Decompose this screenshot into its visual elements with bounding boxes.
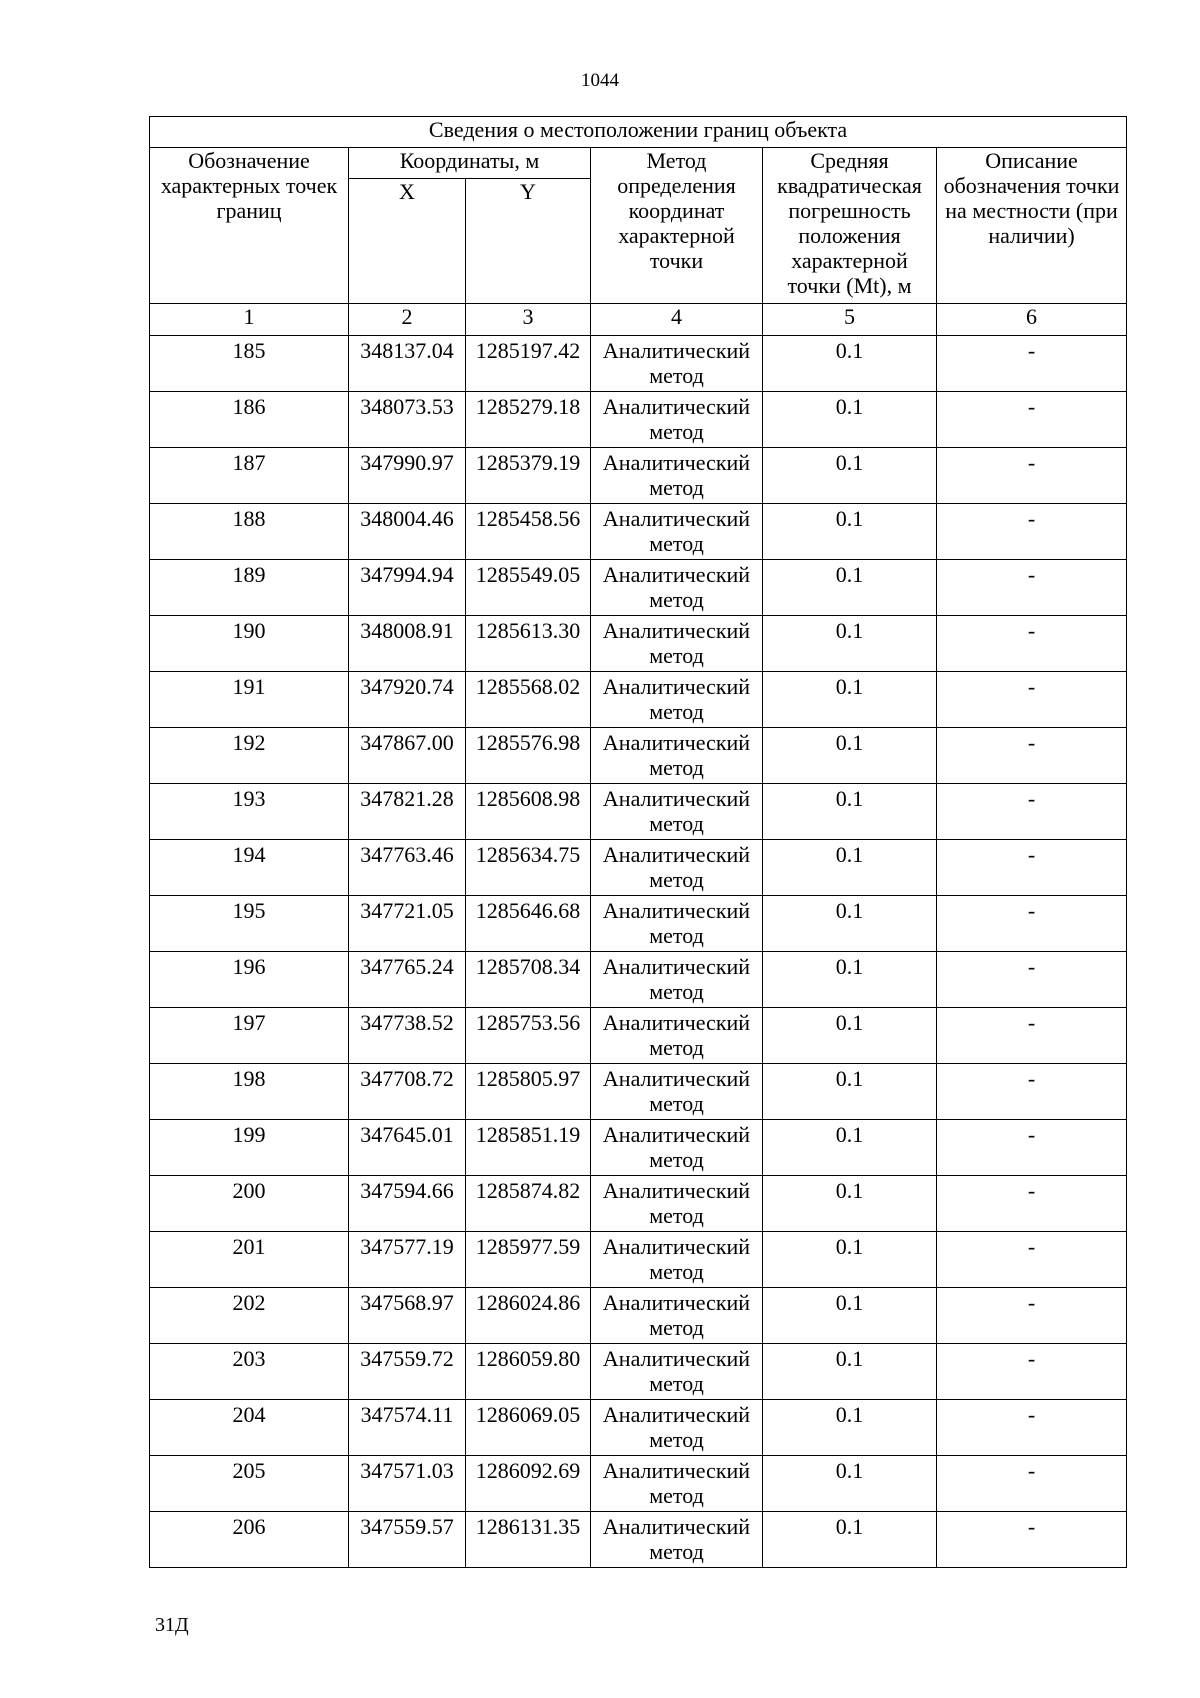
cell-description: - xyxy=(937,392,1127,448)
table-row xyxy=(150,896,1127,952)
cell-method: Аналитический метод xyxy=(591,1176,763,1232)
cell-point: 192 xyxy=(150,728,349,784)
table-row xyxy=(150,728,1127,784)
cell-method: Аналитический метод xyxy=(591,1008,763,1064)
cell-description: - xyxy=(937,784,1127,840)
cell-error: 0.1 xyxy=(763,1344,937,1400)
cell-y: 1286059.80 xyxy=(466,1344,591,1400)
cell-y: 1285977.59 xyxy=(466,1232,591,1288)
cell-description: - xyxy=(937,840,1127,896)
cell-point: 186 xyxy=(150,392,349,448)
cell-x: 347568.97 xyxy=(349,1288,466,1344)
cell-description: - xyxy=(937,1232,1127,1288)
cell-method: Аналитический метод xyxy=(591,672,763,728)
column-number: 1 xyxy=(150,304,349,336)
cell-error: 0.1 xyxy=(763,896,937,952)
table-row xyxy=(150,1456,1127,1512)
cell-x: 347721.05 xyxy=(349,896,466,952)
cell-point: 189 xyxy=(150,560,349,616)
cell-x: 347574.11 xyxy=(349,1400,466,1456)
cell-method: Аналитический метод xyxy=(591,896,763,952)
header-coords: Координаты, м xyxy=(349,148,591,179)
cell-error: 0.1 xyxy=(763,952,937,1008)
cell-x: 347738.52 xyxy=(349,1008,466,1064)
table-row xyxy=(150,504,1127,560)
cell-x: 347920.74 xyxy=(349,672,466,728)
table-row xyxy=(150,1064,1127,1120)
table-row xyxy=(150,1120,1127,1176)
cell-description: - xyxy=(937,504,1127,560)
cell-method: Аналитический метод xyxy=(591,784,763,840)
table-row xyxy=(150,952,1127,1008)
page-number: 1044 xyxy=(581,70,619,91)
cell-error: 0.1 xyxy=(763,784,937,840)
header-x: X xyxy=(349,179,466,304)
cell-x: 347571.03 xyxy=(349,1456,466,1512)
cell-y: 1285568.02 xyxy=(466,672,591,728)
cell-x: 347990.97 xyxy=(349,448,466,504)
table-row xyxy=(150,616,1127,672)
cell-y: 1286131.35 xyxy=(466,1512,591,1568)
cell-x: 347559.57 xyxy=(349,1512,466,1568)
footer-code: 31Д xyxy=(155,1614,189,1636)
cell-description: - xyxy=(937,1120,1127,1176)
cell-error: 0.1 xyxy=(763,616,937,672)
header-point: Обозначение характерных точек границ xyxy=(150,148,349,304)
cell-y: 1286069.05 xyxy=(466,1400,591,1456)
cell-x: 348004.46 xyxy=(349,504,466,560)
cell-x: 347763.46 xyxy=(349,840,466,896)
table-row xyxy=(150,1176,1127,1232)
table-row xyxy=(150,1008,1127,1064)
cell-method: Аналитический метод xyxy=(591,1232,763,1288)
cell-y: 1286024.86 xyxy=(466,1288,591,1344)
table-row xyxy=(150,672,1127,728)
cell-error: 0.1 xyxy=(763,1008,937,1064)
cell-y: 1285753.56 xyxy=(466,1008,591,1064)
cell-error: 0.1 xyxy=(763,840,937,896)
header-y: Y xyxy=(466,179,591,304)
cell-error: 0.1 xyxy=(763,1120,937,1176)
table-row xyxy=(150,1344,1127,1400)
cell-description: - xyxy=(937,952,1127,1008)
table-row xyxy=(150,1512,1127,1568)
cell-y: 1285576.98 xyxy=(466,728,591,784)
cell-point: 191 xyxy=(150,672,349,728)
cell-error: 0.1 xyxy=(763,560,937,616)
cell-point: 198 xyxy=(150,1064,349,1120)
cell-x: 348137.04 xyxy=(349,336,466,392)
cell-method: Аналитический метод xyxy=(591,1400,763,1456)
cell-point: 205 xyxy=(150,1456,349,1512)
cell-point: 199 xyxy=(150,1120,349,1176)
column-number: 6 xyxy=(937,304,1127,336)
cell-method: Аналитический метод xyxy=(591,1288,763,1344)
cell-point: 204 xyxy=(150,1400,349,1456)
cell-y: 1285379.19 xyxy=(466,448,591,504)
cell-x: 347577.19 xyxy=(349,1232,466,1288)
cell-description: - xyxy=(937,1400,1127,1456)
cell-x: 348073.53 xyxy=(349,392,466,448)
cell-description: - xyxy=(937,1344,1127,1400)
cell-y: 1285874.82 xyxy=(466,1176,591,1232)
cell-method: Аналитический метод xyxy=(591,392,763,448)
table-row xyxy=(150,1288,1127,1344)
cell-error: 0.1 xyxy=(763,728,937,784)
cell-x: 347594.66 xyxy=(349,1176,466,1232)
cell-error: 0.1 xyxy=(763,1512,937,1568)
cell-y: 1285608.98 xyxy=(466,784,591,840)
table-title-row xyxy=(150,117,1127,148)
cell-method: Аналитический метод xyxy=(591,1512,763,1568)
cell-x: 347708.72 xyxy=(349,1064,466,1120)
table-row xyxy=(150,392,1127,448)
cell-method: Аналитический метод xyxy=(591,952,763,1008)
table-title: Сведения о местоположении границ объекта xyxy=(150,117,1127,148)
boundary-table xyxy=(149,116,1127,1568)
cell-error: 0.1 xyxy=(763,1456,937,1512)
cell-point: 196 xyxy=(150,952,349,1008)
cell-point: 202 xyxy=(150,1288,349,1344)
cell-y: 1285646.68 xyxy=(466,896,591,952)
cell-error: 0.1 xyxy=(763,1400,937,1456)
column-number-row xyxy=(150,304,1127,336)
cell-point: 195 xyxy=(150,896,349,952)
cell-point: 185 xyxy=(150,336,349,392)
column-number: 4 xyxy=(591,304,763,336)
cell-description: - xyxy=(937,336,1127,392)
cell-description: - xyxy=(937,728,1127,784)
cell-y: 1285458.56 xyxy=(466,504,591,560)
cell-x: 348008.91 xyxy=(349,616,466,672)
cell-error: 0.1 xyxy=(763,336,937,392)
cell-y: 1285279.18 xyxy=(466,392,591,448)
cell-y: 1285851.19 xyxy=(466,1120,591,1176)
cell-point: 193 xyxy=(150,784,349,840)
cell-method: Аналитический метод xyxy=(591,1344,763,1400)
cell-method: Аналитический метод xyxy=(591,560,763,616)
cell-description: - xyxy=(937,1288,1127,1344)
cell-error: 0.1 xyxy=(763,1064,937,1120)
cell-point: 206 xyxy=(150,1512,349,1568)
cell-x: 347821.28 xyxy=(349,784,466,840)
column-number: 3 xyxy=(466,304,591,336)
cell-method: Аналитический метод xyxy=(591,1064,763,1120)
cell-x: 347994.94 xyxy=(349,560,466,616)
table-row xyxy=(150,1232,1127,1288)
cell-error: 0.1 xyxy=(763,1232,937,1288)
cell-y: 1285708.34 xyxy=(466,952,591,1008)
cell-method: Аналитический метод xyxy=(591,336,763,392)
cell-description: - xyxy=(937,616,1127,672)
cell-y: 1285549.05 xyxy=(466,560,591,616)
cell-error: 0.1 xyxy=(763,392,937,448)
cell-description: - xyxy=(937,1064,1127,1120)
cell-error: 0.1 xyxy=(763,1176,937,1232)
cell-y: 1285197.42 xyxy=(466,336,591,392)
table-row xyxy=(150,1400,1127,1456)
cell-description: - xyxy=(937,448,1127,504)
cell-x: 347867.00 xyxy=(349,728,466,784)
cell-point: 194 xyxy=(150,840,349,896)
cell-error: 0.1 xyxy=(763,448,937,504)
cell-point: 188 xyxy=(150,504,349,560)
cell-description: - xyxy=(937,1008,1127,1064)
cell-error: 0.1 xyxy=(763,1288,937,1344)
cell-y: 1285634.75 xyxy=(466,840,591,896)
cell-method: Аналитический метод xyxy=(591,448,763,504)
cell-description: - xyxy=(937,560,1127,616)
column-number: 2 xyxy=(349,304,466,336)
table-row xyxy=(150,560,1127,616)
cell-method: Аналитический метод xyxy=(591,616,763,672)
table-row xyxy=(150,448,1127,504)
cell-description: - xyxy=(937,1176,1127,1232)
cell-error: 0.1 xyxy=(763,504,937,560)
cell-point: 187 xyxy=(150,448,349,504)
cell-method: Аналитический метод xyxy=(591,728,763,784)
header-description: Описание обозначения точки на местности (при наличии) xyxy=(937,148,1127,304)
header-method: Метод определения координат характерной точки xyxy=(591,148,763,304)
cell-description: - xyxy=(937,672,1127,728)
cell-point: 197 xyxy=(150,1008,349,1064)
cell-point: 203 xyxy=(150,1344,349,1400)
cell-error: 0.1 xyxy=(763,672,937,728)
cell-description: - xyxy=(937,896,1127,952)
cell-point: 190 xyxy=(150,616,349,672)
cell-x: 347559.72 xyxy=(349,1344,466,1400)
header-row xyxy=(150,148,1127,179)
cell-description: - xyxy=(937,1456,1127,1512)
cell-method: Аналитический метод xyxy=(591,1456,763,1512)
header-error: Средняя квадратическая погрешность положения характерной точки (Mt), м xyxy=(763,148,937,304)
cell-description: - xyxy=(937,1512,1127,1568)
column-number: 5 xyxy=(763,304,937,336)
cell-point: 200 xyxy=(150,1176,349,1232)
cell-method: Аналитический метод xyxy=(591,840,763,896)
table-row xyxy=(150,784,1127,840)
cell-method: Аналитический метод xyxy=(591,1120,763,1176)
cell-x: 347765.24 xyxy=(349,952,466,1008)
cell-y: 1285805.97 xyxy=(466,1064,591,1120)
cell-y: 1286092.69 xyxy=(466,1456,591,1512)
cell-point: 201 xyxy=(150,1232,349,1288)
table-row xyxy=(150,336,1127,392)
cell-x: 347645.01 xyxy=(349,1120,466,1176)
table-row xyxy=(150,840,1127,896)
cell-y: 1285613.30 xyxy=(466,616,591,672)
cell-method: Аналитический метод xyxy=(591,504,763,560)
